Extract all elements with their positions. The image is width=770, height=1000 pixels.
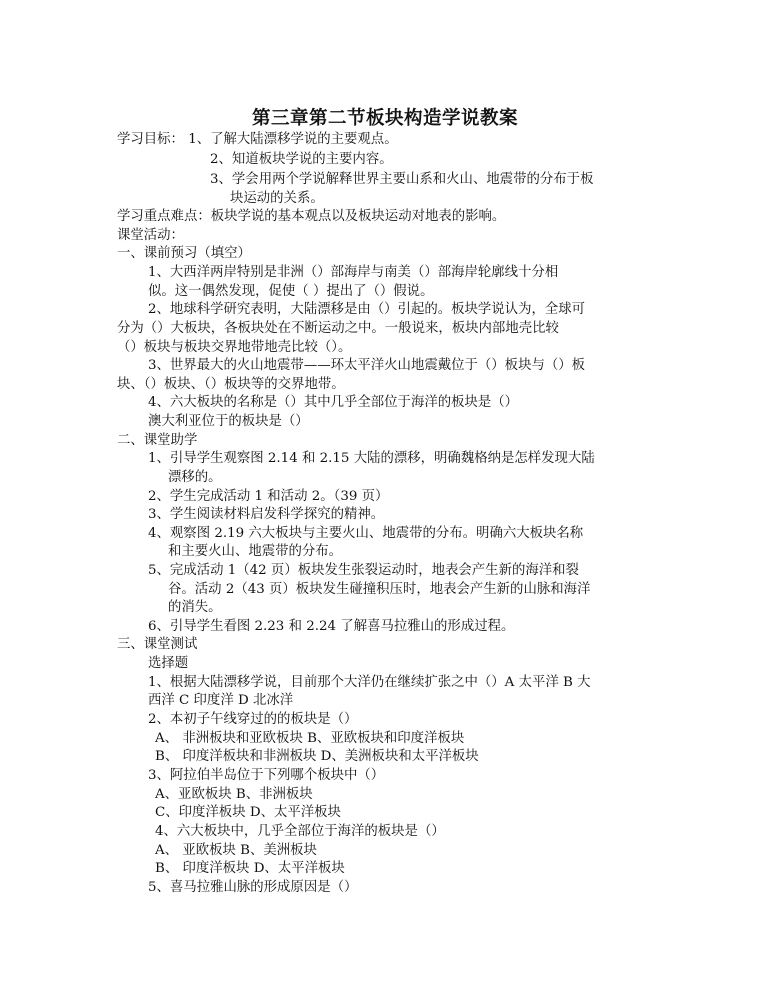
text-line: A、亚欧板块 B、非洲板块	[155, 787, 313, 802]
document-title: 第三章第二节板块构造学说教案	[251, 108, 518, 129]
text-line: 和主要火山、地震带的分布。	[168, 544, 343, 559]
text-line: 1、引导学生观察图 2.14 和 2.15 大陆的漂移，明确魏格纳是怎样发现大陆	[148, 451, 595, 466]
text-line: 西洋 C 印度洋 D 北冰洋	[148, 693, 294, 708]
text-line: 分为（）大板块，各板块处在不断运动之中。一般说来，板块内部地壳比较	[117, 321, 559, 336]
text-line: 谷。活动 2（43 页）板块发生碰撞积压时，地表会产生新的山脉和海洋	[168, 582, 591, 597]
text-line: B、 印度洋板块 D、太平洋板块	[155, 861, 345, 876]
text-line: 似。这一偶然发现，促使（ ）提出了（）假说。	[148, 284, 434, 299]
text-line: B、 印度洋板块和非洲板块 D、美洲板块和太平洋板块	[155, 749, 479, 764]
text-line: 4、六大板块中，几乎全部位于海洋的板块是（）	[155, 824, 445, 839]
text-line: 5、完成活动 1（42 页）板块发生张裂运动时，地表会产生新的海洋和裂	[148, 563, 579, 578]
text-line: 3、学生阅读材料启发科学探究的精神。	[148, 507, 385, 522]
text-line: 学习目标： 1、了解大陆漂移学说的主要观点。	[117, 132, 398, 147]
text-line: 2、本初子午线穿过的的板块是（）	[148, 712, 358, 727]
text-line: A、 非洲板块和亚欧板块 B、亚欧板块和印度洋板块	[155, 731, 465, 746]
text-line: 6、引导学生看图 2.23 和 2.24 了解喜马拉雅山的形成过程。	[148, 619, 515, 634]
text-line: 5、喜马拉雅山脉的形成原因是（）	[148, 880, 358, 895]
text-line: 1、大西洋两岸特别是非洲（）部海岸与南美（）部海岸轮廓线十分相	[148, 265, 559, 280]
text-line: 课堂活动：	[117, 228, 184, 243]
text-line: 的消失。	[168, 600, 222, 615]
text-line: 选择题	[148, 656, 189, 671]
text-line: 二、课堂助学	[117, 433, 198, 448]
text-line: 一、课前预习（填空）	[117, 246, 251, 261]
text-line: 1、根据大陆漂移学说，目前那个大洋仍在继续扩张之中（）A 太平洋 B 大	[148, 675, 591, 690]
text-line: 4、六大板块的名称是（）其中几乎全部位于海洋的板块是（）	[148, 395, 519, 410]
text-line: 块、（）板块、（）板块等的交界地带。	[117, 377, 345, 392]
text-line: C、印度洋板块 D、太平洋板块	[155, 805, 341, 820]
text-line: 3、学会用两个学说解释世界主要山系和火山、地震带的分布于板	[210, 172, 594, 187]
text-line: 澳大利亚位于的板块是（）	[148, 414, 309, 429]
text-line: 3、世界最大的火山地震带——环太平洋火山地震戴位于（）板块与（）板	[148, 358, 586, 373]
text-line: 漂移的。	[168, 470, 222, 485]
text-line: 2、知道板块学说的主要内容。	[210, 152, 393, 167]
text-line: 2、学生完成活动 1 和活动 2。（39 页）	[148, 489, 389, 504]
text-line: 3、阿拉伯半岛位于下列哪个板块中（）	[148, 768, 385, 783]
text-line: 学习重点难点：板块学说的基本观点以及板块运动对地表的影响。	[117, 209, 506, 224]
text-line: A、 亚欧板块 B、美洲板块	[155, 843, 317, 858]
text-line: 4、观察图 2.19 六大板块与主要火山、地震带的分布。明确六大板块名称	[148, 526, 584, 541]
text-line: 2、地球科学研究表明，大陆漂移是由（）引起的。板块学说认为，全球可	[148, 302, 586, 317]
text-line: 三、课堂测试	[117, 637, 198, 652]
text-line: 块运动的关系。	[230, 191, 324, 206]
text-line: （）板块与板块交界地带地壳比较（）。	[117, 340, 352, 355]
